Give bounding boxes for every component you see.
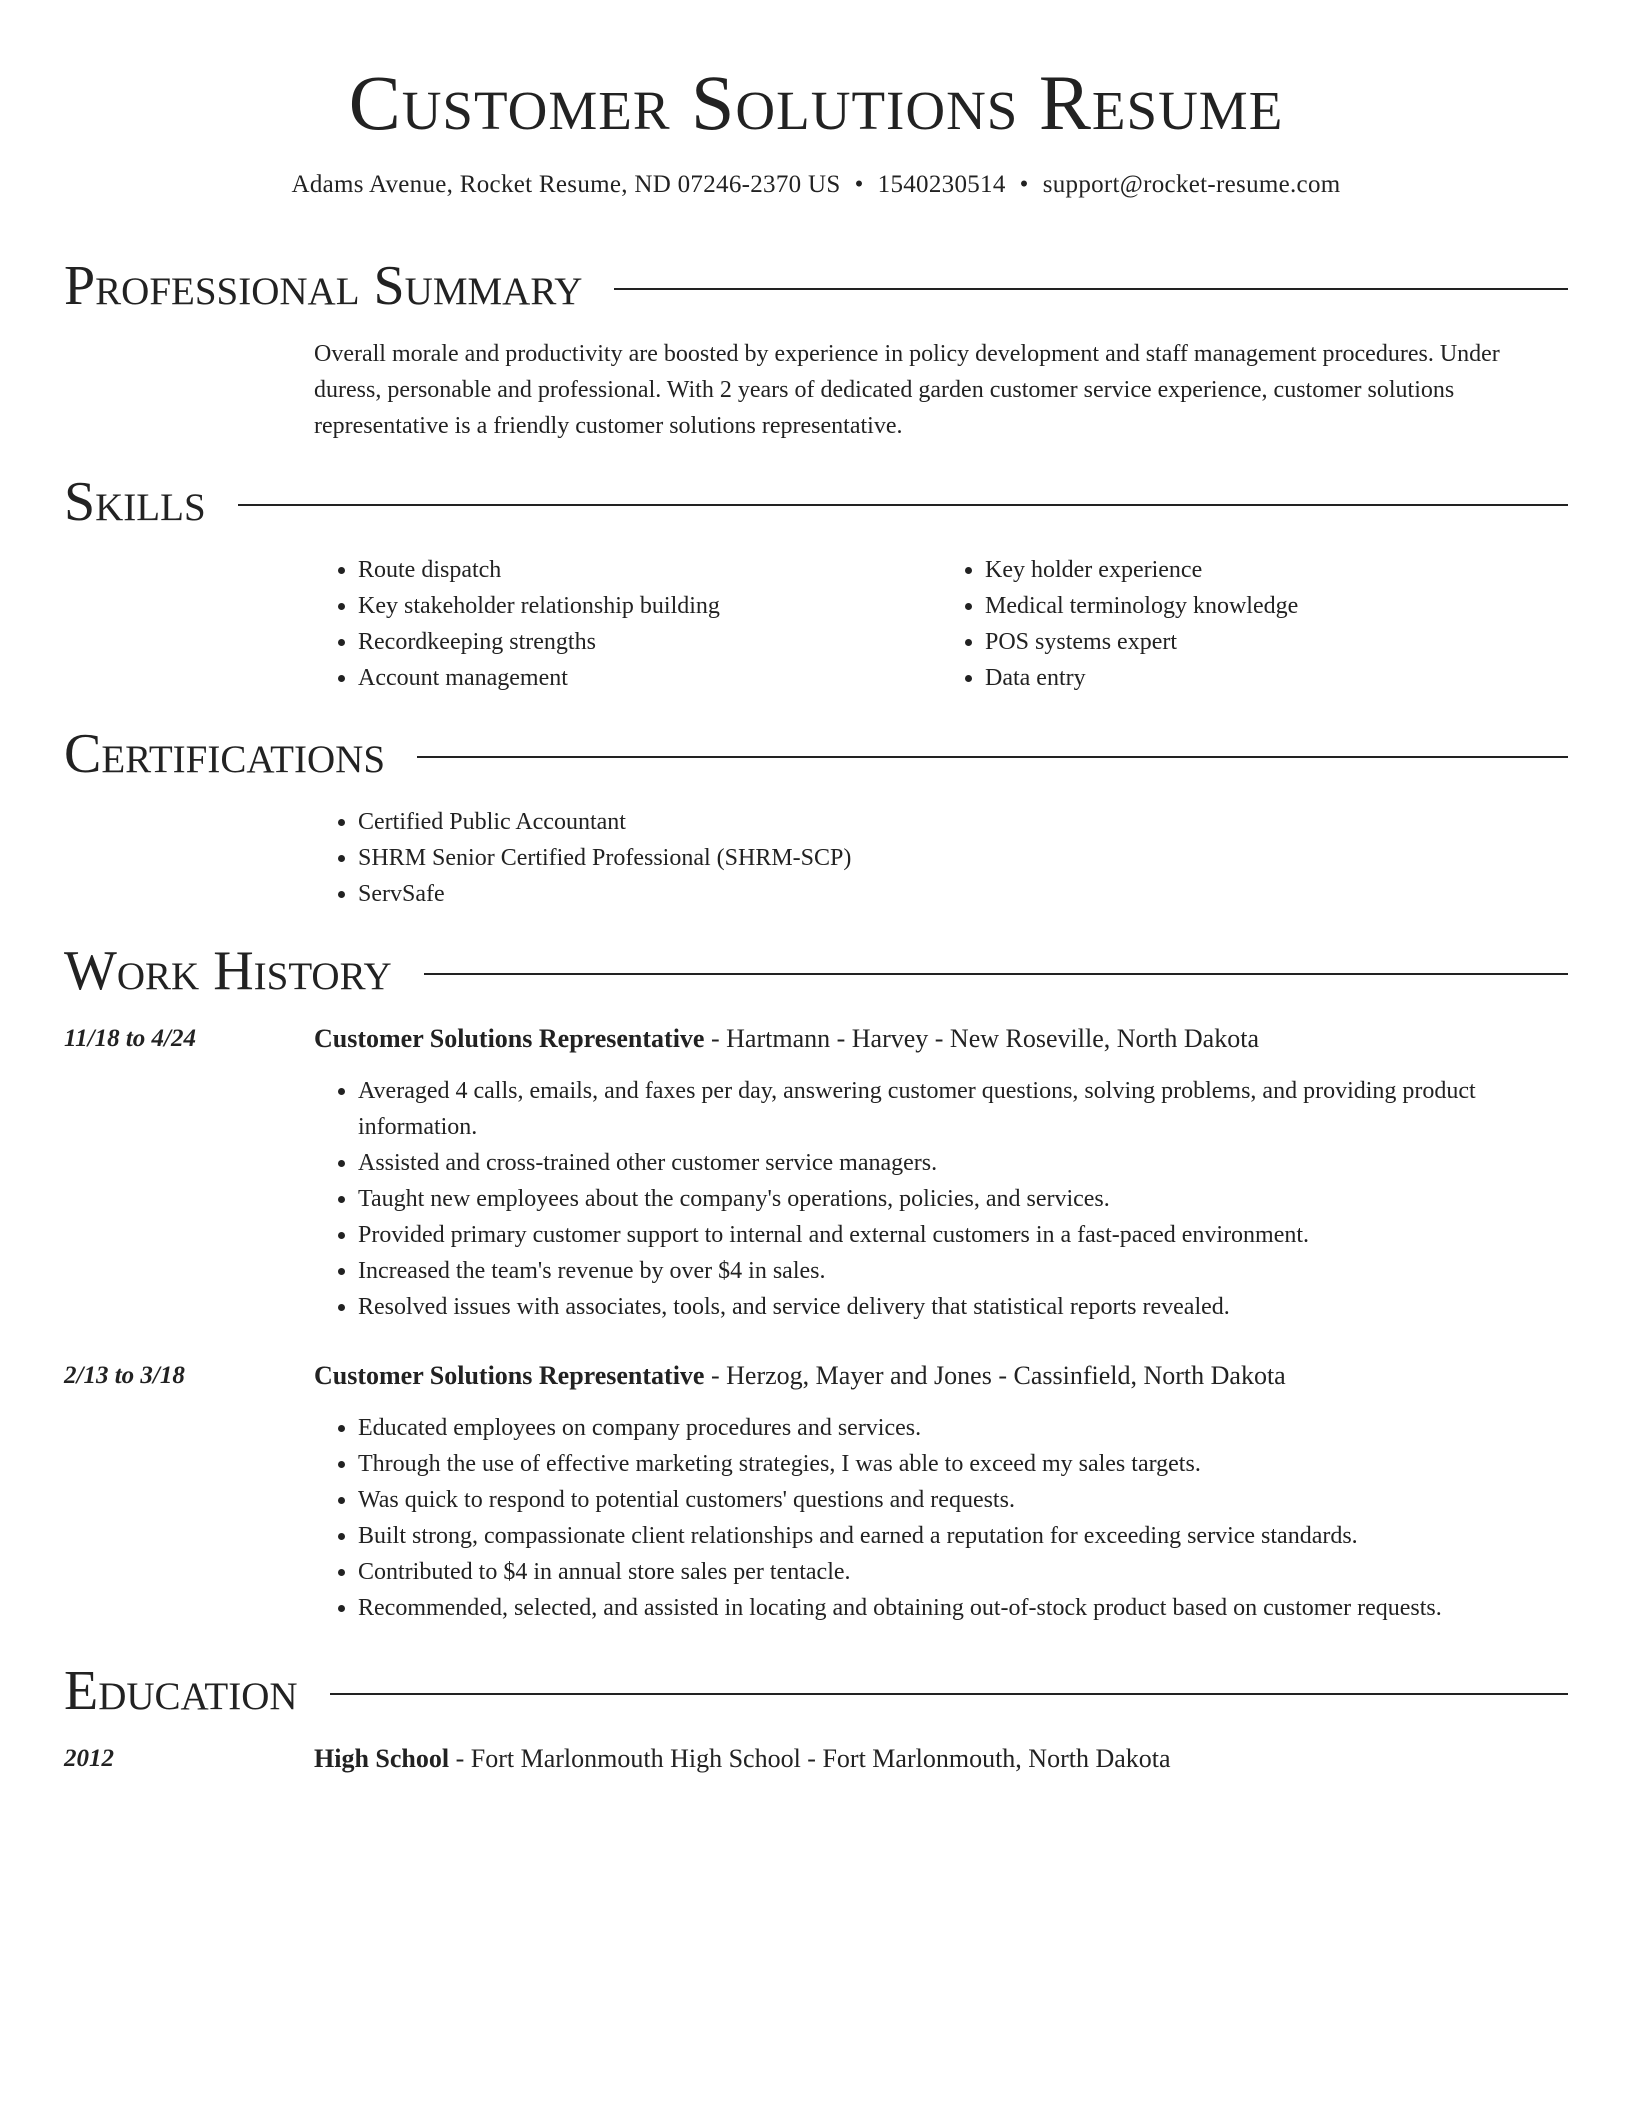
section-header-education [64,1661,1568,1721]
education-line [314,1741,1568,1777]
job-entry [64,1021,1568,1325]
skill-item: • Key stakeholder relationship building [358,588,941,624]
skill-item: • Recordkeeping strengths [358,624,941,660]
certification-item: • ServSafe [358,876,1568,912]
skill-item: • Route dispatch [358,552,941,588]
job-duty: • Assisted and cross-trained other customer service managers. [358,1145,1568,1181]
job-duties [314,1410,1568,1626]
job-details: - Hartmann - Harvey - New Roseville, North Dakota [704,1024,1259,1053]
summary-block [314,336,1568,444]
job-dates: 2/13 to 3/18 [64,1362,185,1389]
job-duty: • Recommended, selected, and assisted in locating and obtaining out-of-stock product based on customer requests. [358,1590,1568,1626]
certification-item: • SHRM Senior Certified Professional (SHRM-SCP) [358,840,1568,876]
skills-grid [314,552,1568,696]
job-duties [314,1073,1568,1325]
section-header-work-history [64,941,1568,1001]
education-degree: High School [314,1744,450,1773]
certification-item: • Certified Public Accountant [358,804,1568,840]
certifications-list [314,804,1568,912]
section-title-work-history: Work History [64,940,392,1002]
education-entry [64,1741,1568,1793]
section-title-education: Education [64,1660,298,1722]
skill-item: • Medical terminology knowledge [985,588,1568,624]
skill-item: • Account management [358,660,941,696]
contact-email: support@rocket-resume.com [1042,171,1341,198]
job-title-line [314,1021,1568,1057]
skill-item: • Key holder experience [985,552,1568,588]
section-header-summary [64,256,1568,316]
job-details: - Herzog, Mayer and Jones - Cassinfield, North Dakota [704,1361,1286,1390]
job-duty: • Taught new employees about the company's operations, policies, and services. [358,1181,1568,1217]
job-duty: • Contributed to $4 in annual store sales per tentacle. [358,1554,1568,1590]
job-duty: • Educated employees on company procedures and services. [358,1410,1568,1446]
job-duty: • Averaged 4 calls, emails, and faxes per day, answering customer questions, solving problems, and providing product information. [358,1073,1568,1145]
contact-phone: 1540230514 [877,171,1006,198]
job-body [314,1021,1568,1325]
contact-line [0,168,1632,202]
section-header-certifications [64,724,1568,784]
section-header-skills [64,472,1568,532]
section-title-summary: Professional Summary [64,255,583,317]
education-year: 2012 [64,1745,114,1772]
job-title-line [314,1358,1568,1394]
contact-address: Adams Avenue, Rocket Resume, ND 07246-2370 US [291,171,841,198]
skill-item: • Data entry [985,660,1568,696]
section-divider [238,504,1568,506]
section-divider [614,288,1568,290]
resume-title: Customer Solutions Resume [348,59,1284,146]
skills-list-right [941,552,1568,696]
section-divider [424,973,1568,975]
education-body [314,1741,1568,1777]
job-dates: 11/18 to 4/24 [64,1025,196,1052]
contact-separator: • [854,171,864,198]
education-details: - Fort Marlonmouth High School - Fort Marlonmouth, North Dakota [449,1744,1171,1773]
job-body [314,1358,1568,1626]
job-duty: • Increased the team's revenue by over $4 in sales. [358,1253,1568,1289]
contact-separator: • [1019,171,1029,198]
job-title: Customer Solutions Representative [314,1361,705,1390]
job-duty: • Provided primary customer support to internal and external customers in a fast-paced environment. [358,1217,1568,1253]
job-duty: • Resolved issues with associates, tools, and service delivery that statistical reports revealed. [358,1289,1568,1325]
job-entry [64,1358,1568,1626]
summary-text: Overall morale and productivity are boosted by experience in policy development and staff management procedures. Under duress, personable and professional. With 2 years of dedicated garden customer service experience, customer solutions representative is a friendly customer solutions representative. [314,341,1500,439]
section-title-certifications: Certifications [64,723,386,785]
skills-block [314,552,1568,696]
skill-item: • POS systems expert [985,624,1568,660]
job-duty: • Through the use of effective marketing strategies, I was able to exceed my sales targets. [358,1446,1568,1482]
skills-list-left [314,552,941,696]
certifications-block [314,804,1568,912]
job-duty: • Built strong, compassionate client relationships and earned a reputation for exceeding service standards. [358,1518,1568,1554]
job-duty: • Was quick to respond to potential customers' questions and requests. [358,1482,1568,1518]
section-divider [417,756,1568,758]
job-title: Customer Solutions Representative [314,1024,705,1053]
section-title-skills: Skills [64,471,206,533]
section-divider [330,1693,1568,1695]
